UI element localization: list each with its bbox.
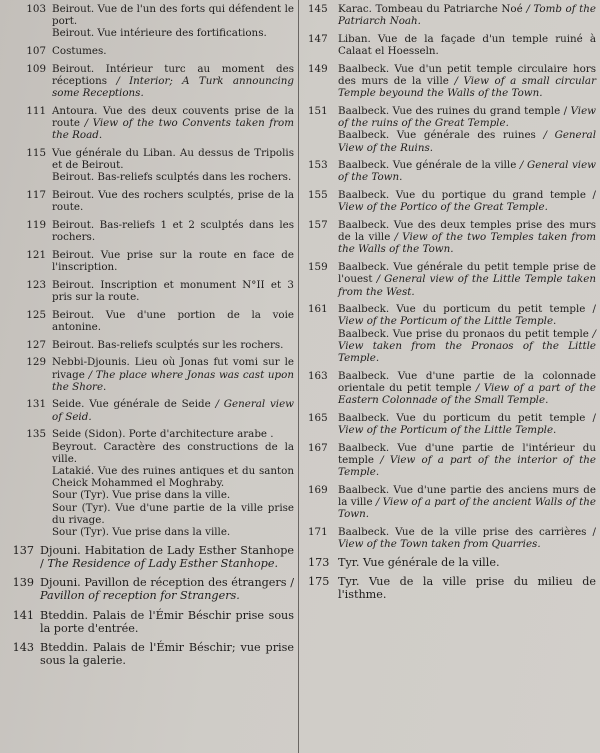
plate-caption <box>52 441 294 465</box>
caption-french: Baalbeck. Vue du porticum du petit temple / <box>338 411 596 424</box>
plate-caption <box>52 502 294 526</box>
plate-caption <box>40 641 294 667</box>
plate-entry <box>308 261 596 298</box>
caption-french: Djouni. Habitation de Lady Esther Stanhope / <box>40 543 294 570</box>
caption-french: Bteddin. Palais de l'Émir Béschir prise sous la porte d'entrée. <box>40 608 294 635</box>
plate-number: 141 <box>12 608 34 622</box>
caption-french: Tyr. Vue de la ville prise du milieu de l'isthme. <box>338 575 596 602</box>
plate-entry <box>6 45 294 57</box>
caption-french: Seide. Vue générale de Seide <box>52 398 211 411</box>
plate-caption <box>338 159 596 183</box>
plate-entry <box>308 484 596 521</box>
plate-number: 155 <box>308 189 328 202</box>
plate-caption <box>52 45 294 57</box>
caption-french: Baalbeck. Vue générale des ruines <box>338 129 536 142</box>
caption-english: / View of the two Temples taken from the Walls of the Town. <box>338 231 596 256</box>
caption-english: / General view of the Little Temple taken from the West. <box>338 273 596 298</box>
plate-number: 159 <box>308 261 328 274</box>
plate-caption <box>338 189 596 213</box>
plate-entry <box>6 398 294 422</box>
plate-number: 143 <box>12 640 34 654</box>
plate-caption <box>52 339 294 351</box>
caption-french: Baalbeck. Vue des deux temples prise des murs de la ville <box>338 219 596 244</box>
caption-french: Sour (Tyr). Vue prise dans la ville. <box>52 526 231 539</box>
plate-caption <box>52 189 294 213</box>
caption-english: View of the Town taken from Quarries. <box>338 538 541 551</box>
plate-number: 175 <box>308 575 330 589</box>
caption-french: Beirout. Bas-reliefs sculptés sur les rochers. <box>52 338 284 351</box>
plate-caption <box>338 3 596 27</box>
column-divider <box>298 0 299 753</box>
plate-caption <box>338 484 596 521</box>
caption-french: Djouni. Pavillon de réception des étrangers / <box>40 576 294 590</box>
caption-english: / View of the two Convents taken from the Road. <box>52 117 294 142</box>
plate-caption <box>52 147 294 171</box>
plate-number: 115 <box>26 147 46 160</box>
plate-entry <box>6 544 294 570</box>
caption-english: / General view of the Town. <box>338 159 596 184</box>
plate-number: 151 <box>308 104 328 117</box>
plate-caption <box>52 249 294 273</box>
plate-entry <box>308 3 596 27</box>
caption-french: Tyr. Vue générale de la ville. <box>338 555 500 569</box>
plate-entry <box>308 159 596 183</box>
caption-english: / View of a part of the Eastern Colonnade of the Small Temple. <box>338 381 596 407</box>
plate-entry <box>308 63 596 100</box>
plate-entry <box>6 3 294 40</box>
caption-french: Vue générale du Liban. Au dessus de Tripolis et de Beirout. <box>52 147 294 172</box>
plate-number: 171 <box>308 526 328 539</box>
plate-entry <box>308 33 596 57</box>
plate-entry <box>308 556 596 569</box>
plate-entry <box>6 279 294 303</box>
plate-caption <box>338 303 596 327</box>
plate-number: 103 <box>26 3 46 15</box>
plate-entry <box>6 249 294 273</box>
plate-entry <box>308 526 596 550</box>
plate-caption <box>338 370 596 407</box>
caption-french: Baalbeck. Vue d'une partie de la colonnade orientale du petit temple <box>338 369 596 394</box>
caption-french: Nebbi-Djounis. Lieu où Jonas fut vomi sur le rivage <box>52 356 294 381</box>
plate-entry <box>6 576 294 602</box>
plate-caption <box>52 27 294 39</box>
plate-caption <box>338 219 596 256</box>
plate-caption <box>52 356 294 393</box>
plate-number: 139 <box>12 576 34 590</box>
plate-number: 135 <box>26 428 46 441</box>
plate-entry <box>308 219 596 256</box>
plate-caption <box>338 328 596 365</box>
plate-caption <box>52 279 294 303</box>
caption-french: Baalbeck. Vue prise du pronaos du petit temple <box>338 327 589 340</box>
plate-caption <box>338 105 596 129</box>
caption-french: Baalbeck. Vue du porticum du petit temple / <box>338 303 596 316</box>
plate-number: 169 <box>308 483 328 496</box>
plate-number: 173 <box>308 555 330 569</box>
plate-entry <box>308 189 596 213</box>
plate-caption <box>52 526 294 538</box>
caption-french: Baalbeck. Vue d'une partie des anciens murs de la ville <box>338 483 596 509</box>
caption-french: Baalbeck. Vue des ruines du grand temple / <box>338 104 568 117</box>
caption-english: View of the Portico of the Great Temple. <box>338 201 548 214</box>
plate-number: 149 <box>308 62 328 75</box>
plate-caption <box>52 398 294 422</box>
plate-entry <box>6 356 294 393</box>
plate-caption <box>338 442 596 479</box>
caption-english: View of the ruins of the Great Temple. <box>338 104 596 130</box>
plate-entry <box>6 309 294 333</box>
plate-entry <box>6 147 294 184</box>
caption-french: Latakié. Vue des ruines antiques et du santon Cheick Mohammed el Moghraby. <box>52 465 294 490</box>
caption-english: View of the Porticum of the Little Temple. <box>338 424 557 437</box>
plate-entry <box>308 303 596 364</box>
plate-number: 161 <box>308 303 328 316</box>
caption-french: Beirout. Vue de l'un des forts qui défendent le port. <box>52 3 294 28</box>
plate-number: 125 <box>26 308 46 321</box>
caption-french: Beirout. Vue prise sur la route en face de l'inscription. <box>52 248 294 274</box>
plate-entry <box>6 339 294 351</box>
caption-french: Baalbeck. Vue du portique du grand temple / <box>338 189 596 202</box>
plate-number: 145 <box>308 3 328 15</box>
plate-number: 123 <box>26 278 46 291</box>
plate-number: 163 <box>308 369 328 382</box>
plate-caption <box>338 412 596 436</box>
caption-french: Beirout. Inscription et monument N°II et 3 pris sur la route. <box>52 278 294 304</box>
plate-number: 165 <box>308 411 328 424</box>
plate-entry <box>6 428 294 538</box>
caption-french: Costumes. <box>52 45 107 58</box>
plate-number: 153 <box>308 159 328 172</box>
plate-number: 127 <box>26 338 46 351</box>
caption-french: Antoura. Vue des deux couvents prise de la route <box>52 104 294 130</box>
plate-caption <box>40 576 294 602</box>
caption-english: / The place where Jonas was cast upon the Shore. <box>52 368 294 393</box>
caption-french: Baalbeck. Vue générale du petit temple prise de l'ouest <box>338 261 596 286</box>
plate-entry <box>308 575 596 601</box>
caption-french: Beirout. Vue intérieure des fortifications. <box>52 27 267 40</box>
caption-french: Sour (Tyr). Vue prise dans la ville. <box>52 489 231 502</box>
plate-entry <box>6 641 294 667</box>
caption-french: Baalbeck. Vue d'un petit temple circulaire hors des murs de la ville <box>338 62 596 88</box>
plate-caption <box>52 219 294 243</box>
caption-french: Karac. Tombeau du Patriarche Noé <box>338 3 523 15</box>
caption-english: / Tomb of the Patriarch Noah. <box>338 3 596 28</box>
plate-entry <box>308 412 596 436</box>
plate-entry <box>6 609 294 635</box>
plate-number: 157 <box>308 219 328 232</box>
plate-entry <box>308 105 596 154</box>
plate-number: 137 <box>12 543 34 557</box>
plate-entry <box>6 219 294 243</box>
plate-caption <box>338 33 596 57</box>
plate-caption <box>40 544 294 570</box>
caption-english: / View taken from the Pronaos of the Little Temple. <box>338 327 596 365</box>
caption-french: Baalbeck. Vue de la ville prise des carrières / <box>338 526 596 539</box>
plate-entry <box>308 370 596 407</box>
plate-caption <box>338 261 596 298</box>
right-column <box>308 3 596 608</box>
caption-french: Bteddin. Palais de l'Émir Béschir; vue prise sous la galerie. <box>40 640 294 668</box>
plate-number: 111 <box>26 104 46 117</box>
plate-number: 109 <box>26 62 46 75</box>
caption-french: Beirout. Bas-reliefs 1 et 2 sculptés dans les rochers. <box>52 219 294 244</box>
caption-french: Beirout. Vue des rochers sculptés, prise de la route. <box>52 189 294 214</box>
plate-caption <box>338 556 596 569</box>
plate-caption <box>338 575 596 601</box>
caption-french: Beirout. Intérieur turc au moment des réceptions <box>52 62 294 88</box>
plate-caption <box>52 3 294 27</box>
plate-caption <box>338 63 596 100</box>
caption-french: Beirout. Bas-reliefs sculptés dans les rochers. <box>52 171 292 184</box>
caption-english: / Interior; A Turk announcing some Receptions. <box>52 75 294 100</box>
caption-english: / General view of Seid. <box>52 398 294 423</box>
caption-french: Beirout. Vue d'une portion de la voie antonine. <box>52 308 294 333</box>
plate-entry <box>6 63 294 100</box>
plate-caption <box>52 171 294 183</box>
plate-number: 131 <box>26 398 46 411</box>
plate-caption <box>40 609 294 635</box>
left-column <box>6 3 294 673</box>
plate-caption <box>52 428 294 440</box>
caption-french: Baalbeck. Vue d'une partie de l'intérieur du temple <box>338 441 596 466</box>
plate-number: 147 <box>308 32 328 45</box>
plate-entry <box>6 105 294 142</box>
plate-caption <box>52 309 294 333</box>
caption-french: Seide (Sidon). Porte d'architecture arabe . <box>52 428 274 441</box>
caption-english: View of the Porticum of the Little Temple. <box>338 315 557 328</box>
plate-caption <box>338 129 596 153</box>
plate-caption <box>52 465 294 489</box>
plate-caption <box>338 526 596 550</box>
caption-english: / View of a part of the interior of the Temple. <box>338 454 597 479</box>
caption-french: Liban. Vue de la façade d'un temple ruiné à Calaat el Hoesseln. <box>338 32 596 58</box>
plate-caption <box>52 105 294 142</box>
plate-number: 167 <box>308 441 328 454</box>
plate-number: 117 <box>26 189 46 202</box>
plate-number: 119 <box>26 219 46 232</box>
caption-english: / General View of the Ruins. <box>338 129 596 154</box>
caption-french: Baalbeck. Vue générale de la ville <box>338 159 517 172</box>
caption-english: The Residence of Lady Esther Stanhope. <box>47 556 278 570</box>
caption-english: Pavillon of reception for Strangers. <box>40 589 240 603</box>
plate-number: 129 <box>26 356 46 369</box>
plate-entry <box>308 442 596 479</box>
caption-french: Sour (Tyr). Vue d'une partie de la ville prise du rivage. <box>52 501 294 526</box>
caption-english: / View of a small circular Temple beyound the Walls of the Town. <box>338 75 596 100</box>
plate-number: 121 <box>26 248 46 261</box>
plate-entry <box>6 189 294 213</box>
plate-caption <box>52 63 294 100</box>
plate-number: 107 <box>26 45 46 58</box>
caption-english: / View of a part of the ancient Walls of the Town. <box>338 496 597 521</box>
plate-caption <box>52 489 294 501</box>
caption-french: Beyrout. Caractère des constructions de la ville. <box>52 440 294 465</box>
